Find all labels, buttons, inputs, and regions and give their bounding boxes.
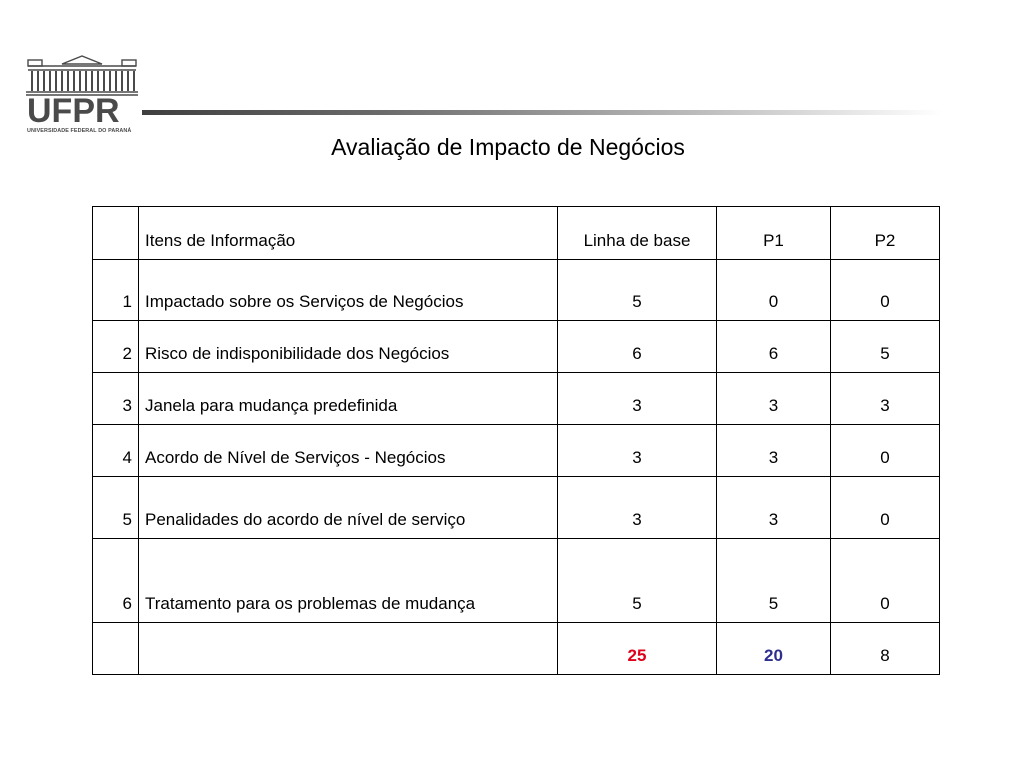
row-p1: 3 xyxy=(717,425,831,477)
table-row xyxy=(93,477,940,539)
total-p1: 20 xyxy=(717,623,831,675)
header-cell-item: Itens de Informação xyxy=(139,207,558,260)
logo-subtitle: UNIVERSIDADE FEDERAL DO PARANÁ xyxy=(27,128,132,134)
total-base: 25 xyxy=(558,623,717,675)
row-p2: 5 xyxy=(831,321,940,373)
row-p2: 0 xyxy=(831,539,940,623)
table-row xyxy=(93,539,940,623)
header-rule xyxy=(142,110,942,115)
row-p2: 0 xyxy=(831,477,940,539)
row-num: 4 xyxy=(93,425,139,477)
total-p2: 8 xyxy=(831,623,940,675)
table-row xyxy=(93,373,940,425)
row-p2: 0 xyxy=(831,425,940,477)
totals-item xyxy=(139,623,558,675)
ufpr-logo xyxy=(24,54,140,136)
row-p1: 3 xyxy=(717,477,831,539)
header-cell-p2: P2 xyxy=(831,207,940,260)
row-p1: 3 xyxy=(717,373,831,425)
row-item: Tratamento para os problemas de mudança xyxy=(139,539,558,623)
row-item: Acordo de Nível de Serviços - Negócios xyxy=(139,425,558,477)
row-base: 5 xyxy=(558,539,717,623)
row-item: Penalidades do acordo de nível de serviço xyxy=(139,477,558,539)
row-base: 3 xyxy=(558,477,717,539)
header-cell-p1: P1 xyxy=(717,207,831,260)
row-base: 5 xyxy=(558,260,717,321)
totals-num xyxy=(93,623,139,675)
header-cell-base: Linha de base xyxy=(558,207,717,260)
row-p1: 6 xyxy=(717,321,831,373)
impact-table xyxy=(92,206,940,675)
page-title: Avaliação de Impacto de Negócios xyxy=(331,134,685,160)
row-base: 3 xyxy=(558,373,717,425)
row-num: 2 xyxy=(93,321,139,373)
row-item: Impactado sobre os Serviços de Negócios xyxy=(139,260,558,321)
row-p1: 5 xyxy=(717,539,831,623)
row-num: 3 xyxy=(93,373,139,425)
row-item: Risco de indisponibilidade dos Negócios xyxy=(139,321,558,373)
row-p1: 0 xyxy=(717,260,831,321)
row-base: 6 xyxy=(558,321,717,373)
header-cell-num xyxy=(93,207,139,260)
row-num: 5 xyxy=(93,477,139,539)
row-num: 1 xyxy=(93,260,139,321)
row-base: 3 xyxy=(558,425,717,477)
building-icon xyxy=(24,54,140,96)
table-totals-row xyxy=(93,623,940,675)
table-row xyxy=(93,425,940,477)
row-p2: 3 xyxy=(831,373,940,425)
logo-wordmark: UFPR xyxy=(27,92,120,130)
table-row xyxy=(93,321,940,373)
row-item: Janela para mudança predefinida xyxy=(139,373,558,425)
table-row xyxy=(93,260,940,321)
row-num: 6 xyxy=(93,539,139,623)
row-p2: 0 xyxy=(831,260,940,321)
table-header-row xyxy=(93,207,940,260)
